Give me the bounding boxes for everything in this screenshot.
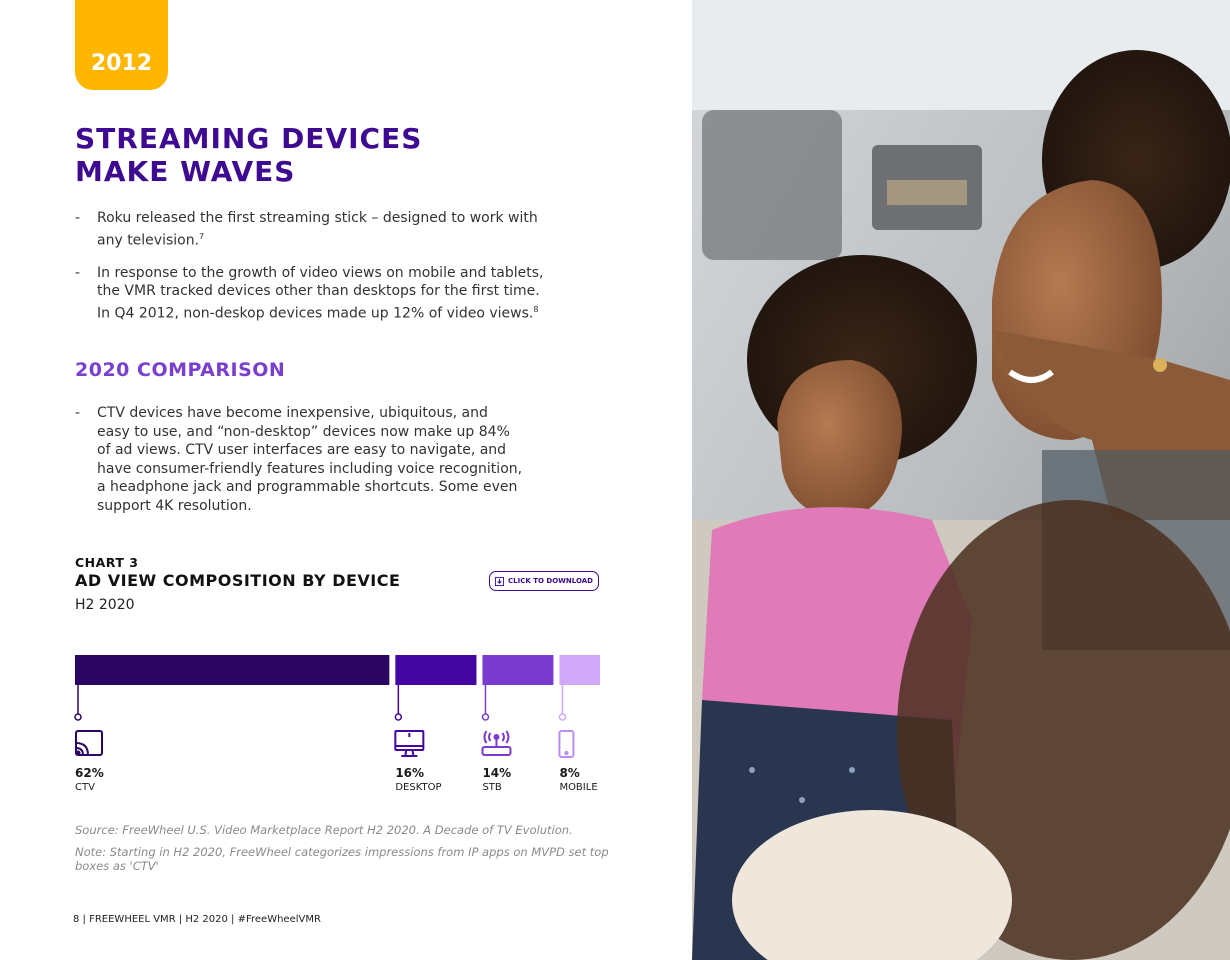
headline-line-1: STREAMING DEVICES: [75, 122, 423, 155]
bullet-item: [75, 264, 545, 323]
bar-desktop: [395, 655, 476, 685]
value-label: 16%: [395, 766, 425, 780]
bullet-text: In response to the growth of video views on mobile and tablets, the VMR tracked devices other than desktops for the first time. In Q4 2012, non-deskop devices made up 12% of video views.: [97, 264, 544, 322]
category-label: CTV: [75, 782, 95, 793]
download-label: CLICK TO DOWNLOAD: [508, 577, 593, 585]
family-watching-tv-image: [692, 0, 1230, 960]
download-button[interactable]: [489, 571, 599, 591]
leader-dot: [395, 714, 401, 720]
headline-line-2: MAKE WAVES: [75, 155, 296, 188]
download-icon: [495, 577, 504, 586]
value-label: 14%: [482, 766, 512, 780]
ad-view-chart: [0, 640, 640, 800]
methodology-note: Note: Starting in H2 2020, FreeWheel categorizes impressions from IP apps on MVPD set top boxes as 'CTV': [75, 845, 609, 873]
bullet-dash: -: [75, 264, 81, 281]
bullet-item: [75, 404, 525, 515]
bar-mobile: [559, 655, 600, 685]
bullet-dash: -: [75, 405, 81, 421]
cast-icon: [76, 731, 102, 755]
chart-title: AD VIEW COMPOSITION BY DEVICE: [75, 571, 401, 590]
value-label: 62%: [75, 766, 104, 780]
bullets-2020: [75, 404, 525, 529]
chart-subtitle: H2 2020: [75, 597, 135, 613]
category-label: STB: [482, 782, 502, 793]
category-label: MOBILE: [559, 782, 598, 793]
bar-stb: [482, 655, 553, 685]
set-top-box-icon: [482, 731, 510, 755]
lifestyle-photo: [692, 0, 1230, 960]
bullet-text: Roku released the first streaming stick – designed to work with any television.: [97, 210, 538, 249]
bullet-item: [75, 209, 545, 250]
source-note: Source: FreeWheel U.S. Video Marketplace Report H2 2020. A Decade of TV Evolution.: [75, 823, 573, 837]
bar-ctv: [75, 655, 389, 685]
bullet-text: CTV devices have become inexpensive, ubiquitous, and easy to use, and “non-desktop” devices now make up 84% of ad views. CTV user interfaces are easy to navigate, and have consumer-friendly features including voice recognition, a headphone jack and programmable shortcuts. Some even support 4K resolution.: [97, 405, 523, 514]
headline: [75, 122, 422, 188]
year-tab: 2012: [75, 0, 168, 90]
bullet-dash: -: [75, 210, 81, 226]
leader-dot: [75, 714, 81, 720]
bullets-2012: [75, 209, 545, 337]
chart-label: CHART 3: [75, 555, 139, 570]
category-label: DESKTOP: [395, 782, 442, 793]
mobile-icon: [559, 731, 573, 757]
footnote-ref: 7: [199, 231, 205, 241]
leader-dot: [559, 714, 565, 720]
comparison-heading: 2020 COMPARISON: [75, 359, 286, 381]
footnote-ref: 8: [533, 304, 539, 314]
value-label: 8%: [559, 766, 580, 780]
leader-dot: [482, 714, 488, 720]
desktop-icon: [395, 731, 423, 756]
page-footer: 8 | FREEWHEEL VMR | H2 2020 | #FreeWheelVMR: [73, 914, 321, 925]
